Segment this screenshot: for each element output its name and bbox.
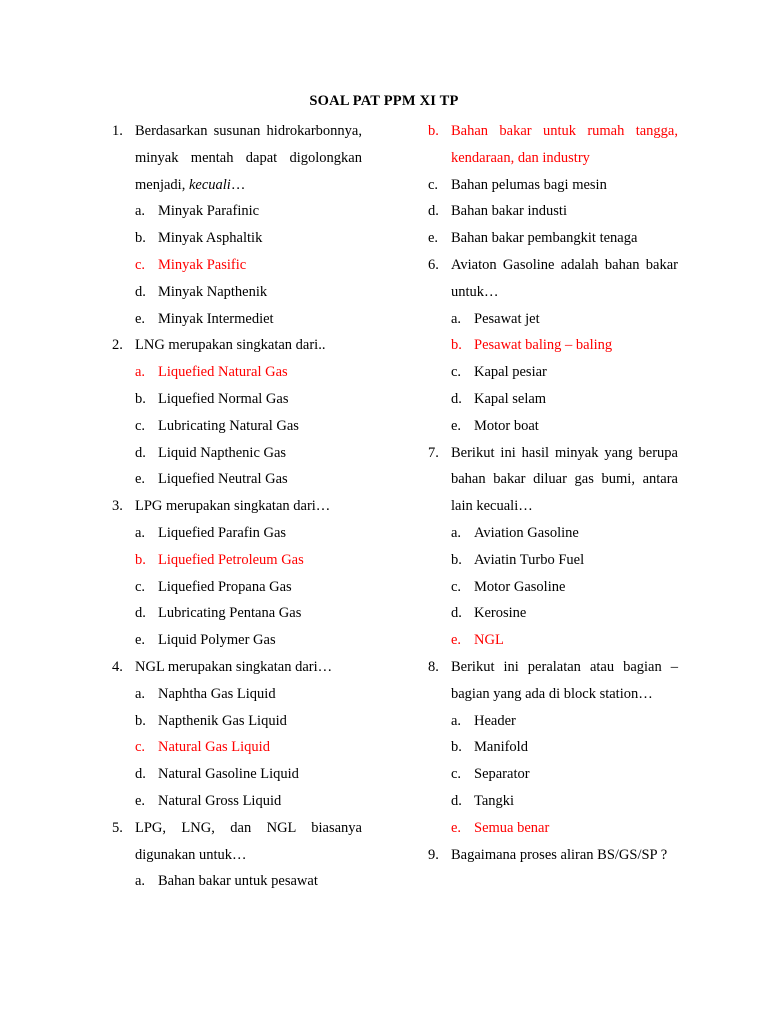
left-column — [112, 118, 362, 895]
option-5d[interactable]: d. Bahan bakar industi — [428, 203, 567, 220]
question-9 — [428, 842, 678, 869]
question-number: 6. — [428, 257, 439, 273]
question-text: NGL merupakan singkatan dari… — [135, 658, 333, 675]
question-2 — [112, 332, 362, 359]
option-7b[interactable]: b. Aviatin Turbo Fuel — [451, 551, 585, 568]
option-7d[interactable]: d. Kerosine — [451, 605, 527, 622]
option-4b[interactable]: b. Napthenik Gas Liquid — [135, 712, 287, 729]
option-3d[interactable]: d. Lubricating Pentana Gas — [135, 605, 302, 622]
question-number: 8. — [428, 658, 439, 675]
option-2e[interactable]: e. Liquefied Neutral Gas — [135, 471, 288, 488]
option-1a[interactable]: a. Minyak Parafinic — [135, 203, 260, 220]
option-5c[interactable]: c. Bahan pelumas bagi mesin — [428, 176, 607, 193]
question-text: Aviaton Gasoline adalah bahan bakar untuk… — [451, 257, 678, 300]
option-3c[interactable]: c. Liquefied Propana Gas — [135, 578, 292, 595]
option-8b[interactable]: b. Manifold — [451, 739, 528, 756]
question-emphasis: kecuali — [188, 176, 231, 193]
question-number: 3. — [112, 498, 123, 515]
right-column — [428, 118, 678, 252]
option-5b-answer[interactable]: b. Bahan bakar untuk rumah tangga, kendaraan, dan industry — [428, 123, 678, 166]
option-6c[interactable]: c. Kapal pesiar — [451, 364, 547, 381]
option-7a[interactable]: a. Aviation Gasoline — [451, 524, 579, 541]
question-text: Berdasarkan susunan hidrokarbonnya, minyak mentah dapat digolongkan menjadi, kecuali… — [135, 123, 362, 193]
question-7 — [428, 440, 678, 520]
option-4e[interactable]: e. Natural Gross Liquid — [135, 792, 282, 809]
option-8d[interactable]: d. Tangki — [451, 792, 515, 809]
option-3e[interactable]: e. Liquid Polymer Gas — [135, 632, 276, 649]
option-4a[interactable]: a. Naphtha Gas Liquid — [135, 685, 276, 702]
page-title: SOAL PAT PPM XI TP — [309, 93, 459, 109]
option-8c[interactable]: c. Separator — [451, 766, 530, 783]
question-text: Bagaimana proses aliran BS/GS/SP ? — [451, 846, 668, 863]
question-6 — [428, 252, 678, 306]
option-1d[interactable]: d. Minyak Napthenik — [135, 283, 268, 300]
option-7e-answer[interactable]: e. NGL — [451, 632, 504, 649]
option-7c[interactable]: c. Motor Gasoline — [451, 578, 566, 595]
option-1b[interactable]: b. Minyak Asphaltik — [135, 230, 263, 247]
question-text: Berikut ini peralatan atau bagian – bagian yang ada di block station… — [451, 658, 678, 702]
option-1c-answer[interactable]: c. Minyak Pasific — [135, 256, 247, 273]
question-text: Berikut ini hasil minyak yang berupa bahan bakar diluar gas bumi, antara lain kecuali… — [451, 444, 678, 515]
question-number: 1. — [112, 123, 123, 139]
option-2c[interactable]: c. Lubricating Natural Gas — [135, 417, 299, 434]
question-number: 7. — [428, 444, 439, 461]
option-3b-answer[interactable]: b. Liquefied Petroleum Gas — [135, 551, 304, 568]
option-3a[interactable]: a. Liquefied Parafin Gas — [135, 524, 287, 541]
question-text: LPG, LNG, dan NGL biasanya digunakan untuk… — [135, 819, 362, 863]
option-4c-answer[interactable]: c. Natural Gas Liquid — [135, 739, 270, 756]
question-number: 9. — [428, 846, 439, 863]
question-text: LPG merupakan singkatan dari… — [135, 498, 331, 515]
option-2d[interactable]: d. Liquid Napthenic Gas — [135, 444, 287, 461]
option-8a[interactable]: a. Header — [451, 712, 516, 729]
question-5 — [112, 815, 362, 869]
option-2b[interactable]: b. Liquefied Normal Gas — [135, 390, 289, 407]
question-8 — [428, 654, 678, 708]
option-5e[interactable]: e. Bahan bakar pembangkit tenaga — [428, 230, 638, 247]
option-5a[interactable]: a. Bahan bakar untuk pesawat — [135, 873, 318, 890]
question-text: LNG merupakan singkatan dari.. — [135, 337, 326, 354]
question-number: 4. — [112, 658, 123, 675]
option-6d[interactable]: d. Kapal selam — [451, 390, 547, 407]
option-6b-answer[interactable]: b. Pesawat baling – baling — [451, 337, 613, 354]
question-number: 2. — [112, 337, 123, 354]
option-8e-answer[interactable]: e. Semua benar — [451, 819, 550, 836]
question-number: 5. — [112, 819, 123, 836]
right-column-questions — [428, 252, 678, 868]
option-6e[interactable]: e. Motor boat — [451, 417, 539, 434]
question-4 — [112, 654, 362, 681]
option-4d[interactable]: d. Natural Gasoline Liquid — [135, 766, 299, 783]
option-6a[interactable]: a. Pesawat jet — [451, 310, 540, 327]
question-3 — [112, 493, 362, 520]
question-1 — [112, 118, 362, 198]
option-1e[interactable]: e. Minyak Intermediet — [135, 310, 274, 327]
option-2a-answer[interactable]: a. Liquefied Natural Gas — [135, 364, 288, 381]
